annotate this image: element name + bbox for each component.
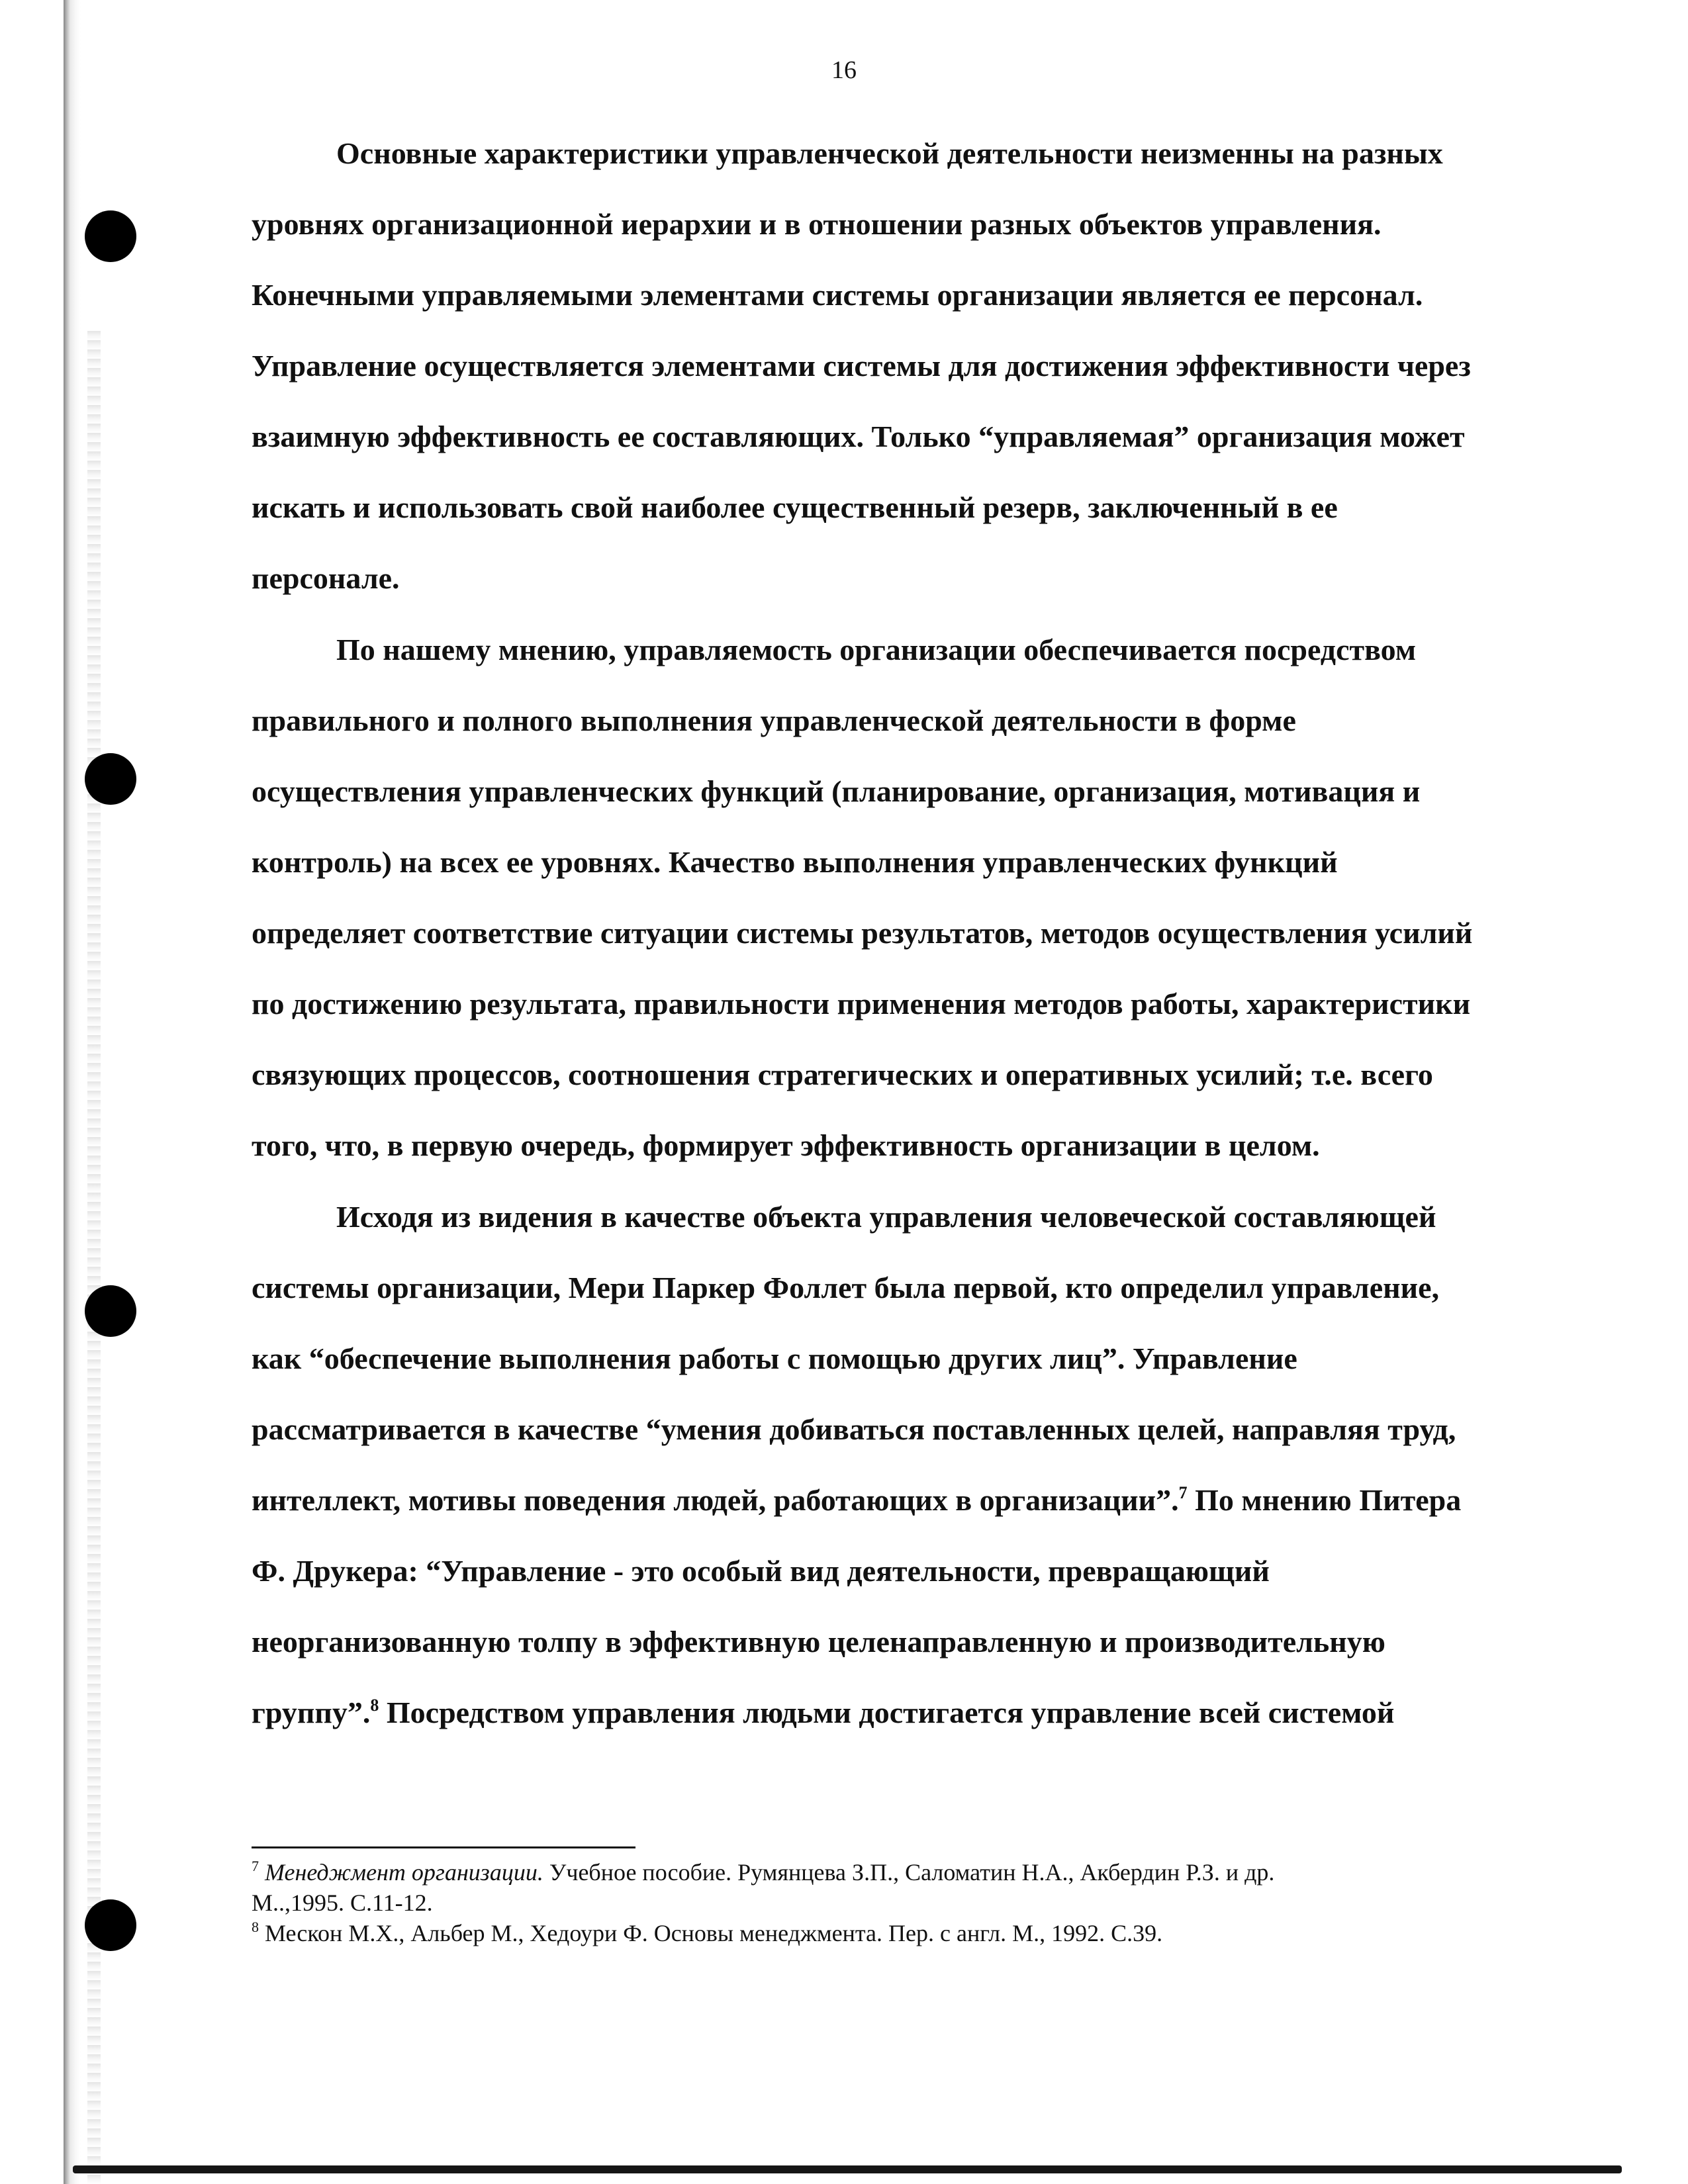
- text-line: [252, 1465, 1562, 1535]
- text-line: системы организации, Мери Паркер Фоллет была первой, кто определил управление,: [252, 1271, 1440, 1304]
- scan-left-edge-shadow: [64, 0, 81, 2184]
- scan-bottom-edge: [73, 2165, 1622, 2173]
- text-line: неорганизованную толпу в эффективную целенаправленную и производительную: [252, 1625, 1385, 1659]
- text-segment: группу”.: [252, 1696, 371, 1729]
- text-line: уровнях организационной иерархии и в отношении разных объектов управления.: [252, 207, 1382, 241]
- text-line: [252, 1677, 1562, 1748]
- punch-hole-2: [85, 753, 136, 805]
- text-line: Ф. Друкера: “Управление - это особый вид деятельности, превращающий: [252, 1554, 1270, 1588]
- text-line: правильного и полного выполнения управленческой деятельности в форме: [252, 704, 1296, 737]
- footnote-8: [252, 1918, 1562, 1948]
- text-line: Управление осуществляется элементами системы для достижения эффективности через: [252, 349, 1471, 383]
- text-line: персонале.: [252, 561, 400, 595]
- text-line: того, что, в первую очередь, формирует эффективность организации в целом.: [252, 1128, 1320, 1162]
- footnote-source-title: Менеджмент организации.: [265, 1859, 543, 1886]
- text-segment: Посредством управления людьми достигается управление всей системой: [379, 1696, 1395, 1729]
- text-segment: интеллект, мотивы поведения людей, работающих в организации”.: [252, 1483, 1179, 1517]
- punch-hole-4: [85, 1899, 136, 1951]
- footnote-number: 8: [252, 1919, 259, 1935]
- footnote-7: [252, 1857, 1562, 1888]
- text-line: По нашему мнению, управляемость организации обеспечивается посредством: [336, 633, 1417, 666]
- text-line: осуществления управленческих функций (планирование, организация, мотивация и: [252, 774, 1421, 808]
- text-line: Основные характеристики управленческой деятельности неизменны на разных: [336, 136, 1443, 170]
- footnote-number: 7: [252, 1858, 259, 1874]
- paragraph-1: [252, 118, 1562, 614]
- paragraph-2: [252, 614, 1562, 1181]
- footnote-text: Учебное пособие. Румянцева З.П., Саломатин Н.А., Акбердин Р.З. и др.: [543, 1859, 1275, 1886]
- footnote-separator: [252, 1846, 635, 1848]
- footnotes: [252, 1857, 1562, 1948]
- punch-hole-3: [85, 1285, 136, 1337]
- text-line: рассматривается в качестве “умения добиваться поставленных целей, направляя труд,: [252, 1412, 1456, 1446]
- text-line: Исходя из видения в качестве объекта управления человеческой составляющей: [336, 1200, 1436, 1234]
- footnote-ref-8: 8: [370, 1696, 379, 1715]
- footnote-text: Мескон М.Х., Альбер М., Хедоури Ф. Основы менеджмента. Пер. с англ. М., 1992. С.39.: [265, 1920, 1163, 1946]
- paragraph-3: [252, 1181, 1562, 1748]
- text-line: контроль) на всех ее уровнях. Качество выполнения управленческих функций: [252, 845, 1338, 879]
- page-number: 16: [831, 56, 857, 84]
- footnote-ref-7: 7: [1178, 1483, 1188, 1502]
- text-line: определяет соответствие ситуации системы результатов, методов осуществления усилий: [252, 916, 1473, 950]
- punch-hole-1: [85, 210, 136, 262]
- text-line: как “обеспечение выполнения работы с помощью других лиц”. Управление: [252, 1342, 1297, 1375]
- text-line: Конечными управляемыми элементами системы организации является ее персонал.: [252, 278, 1423, 312]
- text-line: искать и использовать свой наиболее существенный резерв, заключенный в ее: [252, 490, 1338, 524]
- text-segment: По мнению Питера: [1187, 1483, 1462, 1517]
- footnote-7-continuation: М..,1995. С.11-12.: [252, 1889, 433, 1916]
- text-line: взаимную эффективность ее составляющих. Только “управляемая” организация может: [252, 420, 1465, 453]
- text-line: по достижению результата, правильности применения методов работы, характеристики: [252, 987, 1471, 1021]
- text-line: связующих процессов, соотношения стратегических и оперативных усилий; т.е. всего: [252, 1058, 1433, 1091]
